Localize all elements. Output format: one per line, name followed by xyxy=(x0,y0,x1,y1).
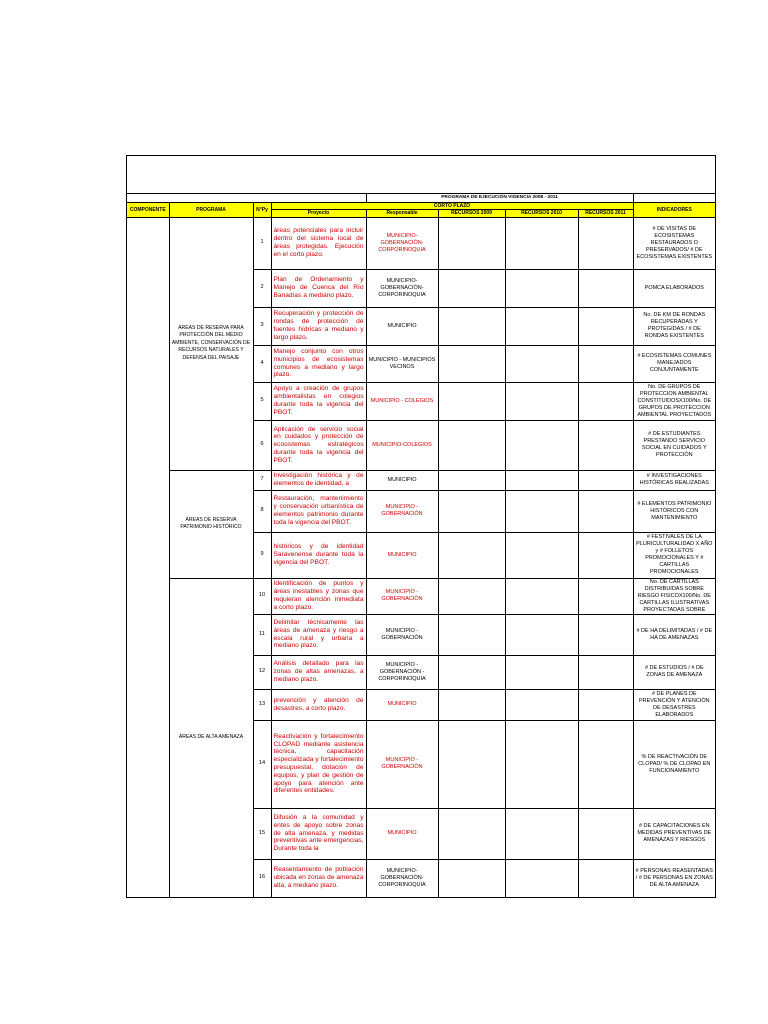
responsable-cell: MUNICIPIO - GOBERNACIÓN xyxy=(366,578,438,614)
responsable-cell: MUNICIPIO xyxy=(366,470,438,490)
indicador-cell: % DE REACTIVACIÓN DE CLOPAD/ % DE CLOPAD EN FUNCIONAMIENTO xyxy=(633,720,715,808)
recursos-2009-cell xyxy=(438,532,505,578)
col-recursos-2009: RECURSOS 2009 xyxy=(438,209,505,217)
recursos-2010-cell xyxy=(505,420,578,470)
proyecto-cell: Recuperación y protección de rondas de protección de fuentes hídricas a mediano y largo plazo. xyxy=(271,307,366,345)
responsable-cell: MUNICIPIO-GOBERNACIÓN-CORPORINOQUIA xyxy=(366,217,438,269)
recursos-2009-cell xyxy=(438,382,505,420)
table-row xyxy=(127,217,715,269)
recursos-2009-cell xyxy=(438,808,505,859)
indicador-cell: # DE CAPACITACIONES EN MEDIDAS PREVENTIVAS DE AMENAZAS Y RIESGOS xyxy=(633,808,715,859)
recursos-2011-cell xyxy=(578,420,633,470)
recursos-2010-cell xyxy=(505,382,578,420)
col-recursos-2011: RECURSOS 2011 xyxy=(578,209,633,217)
indicador-cell: # DE VISITAS DE ECOSISTEMAS RESTAURADOS O PRESERVADOS/ # DE ECOSISTEMAS EXISTENTES xyxy=(633,217,715,269)
indicador-cell: # DE ESTUDIOS / # DE ZONAS DE AMENAZA xyxy=(633,655,715,689)
proyecto-cell: históricos y de identidad Saravenense durante toda la vigencia del PBOT. xyxy=(271,532,366,578)
proyecto-cell: Aplicación de servicio social en cuidados y protección de ecosistemas estratégicos durante toda la vigencia del PBOT. xyxy=(271,420,366,470)
recursos-2009-cell xyxy=(438,614,505,655)
corto-plazo-header: CORTO PLAZO xyxy=(271,202,633,209)
programa-cell: ÁREAS DE ALTA AMENAZA xyxy=(169,578,253,897)
recursos-2009-cell xyxy=(438,655,505,689)
col-npy: N°Py xyxy=(253,202,271,217)
recursos-2009-cell xyxy=(438,578,505,614)
recursos-2011-cell xyxy=(578,689,633,720)
proyecto-cell: Restauración, mantenimiento y conservación urbanística de elementos patrimonio durante toda la vigencia del PBOT. xyxy=(271,490,366,532)
responsable-cell: MUNICIPIO - GOBERNACIÓN xyxy=(366,720,438,808)
recursos-2010-cell xyxy=(505,532,578,578)
recursos-2010-cell xyxy=(505,269,578,307)
proyecto-cell: Plan de Ordenamiento y Manejo de Cuenca del Río Banadías a mediano plazo. xyxy=(271,269,366,307)
row-number: 15 xyxy=(253,808,271,859)
proyecto-cell: prevención y atención de desastres, a corto plazo. xyxy=(271,689,366,720)
title-box xyxy=(127,156,715,194)
proyecto-cell: Reasentamiento de población ubicada en zonas de amenaza alta, a mediano plazo. xyxy=(271,859,366,897)
recursos-2011-cell xyxy=(578,614,633,655)
indicador-cell: No. DE CARTILLAS DISTRIBUIDAS SOBRE RIESGO FISICOX100/No. DE CARTILLAS ILUSTRATIVAS PROYECTADAS SOBRE xyxy=(633,578,715,614)
indicador-cell: # DE PLANES DE PREVENCIÓN Y ATENCIÓN DE DESASTRES ELABORADOS xyxy=(633,689,715,720)
proyecto-cell: Identificación de puntos y áreas inestables y zonas que requieran atención inmediata a corto plazo. xyxy=(271,578,366,614)
proyecto-cell: Investigación histórica y de elementos de identidad, a xyxy=(271,470,366,490)
responsable-cell: MUNICIPIO - GOBERNACIÓN - CORPORINOQUIA xyxy=(366,655,438,689)
col-programa: PROGRAMA xyxy=(169,202,253,217)
indicador-cell: # INVESTIGACIONES HISTÓRICAS REALIZADAS xyxy=(633,470,715,490)
recursos-2010-cell xyxy=(505,578,578,614)
responsable-cell: MUNICIPIO xyxy=(366,307,438,345)
col-indicadores: INDICADORES xyxy=(633,202,715,217)
recursos-2011-cell xyxy=(578,490,633,532)
componente-cell xyxy=(127,217,169,897)
row-number: 16 xyxy=(253,859,271,897)
recursos-2009-cell xyxy=(438,490,505,532)
responsable-cell: MUNICIPIO xyxy=(366,532,438,578)
recursos-2011-cell xyxy=(578,470,633,490)
recursos-2011-cell xyxy=(578,307,633,345)
row-number: 14 xyxy=(253,720,271,808)
row-number: 13 xyxy=(253,689,271,720)
proyecto-cell: Análisis detallado para las zonas de altas amenazas, a mediano plazo. xyxy=(271,655,366,689)
responsable-cell: MUNICIPIO - GOBERNACIÓN xyxy=(366,490,438,532)
recursos-2011-cell xyxy=(578,720,633,808)
recursos-2011-cell xyxy=(578,532,633,578)
row-number: 2 xyxy=(253,269,271,307)
row-number: 9 xyxy=(253,532,271,578)
responsable-cell: MUNICIPIO xyxy=(366,808,438,859)
recursos-2010-cell xyxy=(505,808,578,859)
col-componente: COMPONENTE xyxy=(127,202,169,217)
programa-cell: ÁREAS DE RESERVA PATRIMONIO HISTÓRICO xyxy=(169,470,253,578)
programa-cell: ÁREAS DE RESERVA PARA PROTECCIÓN DEL MEDIO AMBIENTE, CONSERVACIÓN DE RECURSOS NATURALES Y DEFENSA DEL PAISAJE xyxy=(169,217,253,470)
recursos-2010-cell xyxy=(505,307,578,345)
responsable-cell: MUNICIPIO - MUNICIPIOS VECINOS xyxy=(366,345,438,382)
table-row xyxy=(127,470,715,490)
recursos-2009-cell xyxy=(438,217,505,269)
col-responsable: Responsable xyxy=(366,209,438,217)
row-number: 6 xyxy=(253,420,271,470)
indicador-cell: # DE ESTUDIANTES PRESTANDO SERVICIO SOCIAL EN CUIDADOS Y PROTECCIÓN xyxy=(633,420,715,470)
recursos-2010-cell xyxy=(505,720,578,808)
responsable-cell: MUNICIPIO-GOBERNACIÓN-CORPORINOQUIA xyxy=(366,269,438,307)
recursos-2011-cell xyxy=(578,345,633,382)
recursos-2010-cell xyxy=(505,470,578,490)
row-number: 8 xyxy=(253,490,271,532)
recursos-2011-cell xyxy=(578,269,633,307)
table-row xyxy=(127,578,715,614)
indicador-cell: POMCA ELABORADOS xyxy=(633,269,715,307)
row-number: 7 xyxy=(253,470,271,490)
recursos-2010-cell xyxy=(505,345,578,382)
indicador-cell: No. DE GRUPOS DE PROTECCION AMBIENTAL CONSTITUIDOSX100/No. DE GRUPOS DE PROTECCION AMBIENTAL PROYECTADOS xyxy=(633,382,715,420)
row-number: 5 xyxy=(253,382,271,420)
execution-table xyxy=(127,194,715,898)
indicador-cell: # ECOSISTEMAS COMUNES MANEJADOS CONJUNTAMENTE xyxy=(633,345,715,382)
recursos-2010-cell xyxy=(505,217,578,269)
responsable-cell: MUNICIPIO - GOBERNACIÓN xyxy=(366,614,438,655)
indicador-cell: No. DE KM DE RONDAS RECUPERADAS Y PROTEGIDAS / # DE RONDAS EXISTENTES xyxy=(633,307,715,345)
recursos-2010-cell xyxy=(505,859,578,897)
indicador-cell: # ELEMENTOS PATRIMONIO HISTÓRICOS CON MANTENIMIENTO xyxy=(633,490,715,532)
indicador-cell: # FESTIVALES DE LA PLURICULTURALIDAD X AÑO y # FOLLETOS PROMOCIONALES Y # CARTILLAS PROMOCIONALES xyxy=(633,532,715,578)
proyecto-cell: Difusión a la comunidad y entes de apoyo sobre zonas de alta amenaza, y medidas preventivas ante emergencias, Durante toda la xyxy=(271,808,366,859)
responsable-cell: MUNICIPIO - COLEGIOS xyxy=(366,382,438,420)
planning-sheet xyxy=(126,155,716,898)
responsable-cell: MUNICIPIO xyxy=(366,689,438,720)
recursos-2010-cell xyxy=(505,490,578,532)
row-number: 1 xyxy=(253,217,271,269)
responsable-cell: MUNICIPIO-GOBERNACIÓN-CORPORINOQUIA xyxy=(366,859,438,897)
recursos-2009-cell xyxy=(438,859,505,897)
recursos-2009-cell xyxy=(438,345,505,382)
programa-title: PROGRAMA DE EJECUCIÓN VIGENCIA 2008 - 2011 xyxy=(366,194,633,202)
recursos-2009-cell xyxy=(438,269,505,307)
proyecto-cell: Reactivación y fortalecimiento CLOPAD mediante asistencia técnica, capacitación especializada y fortalecimiento presupuestal, dotación de equipos, y plan de gestión de apoyo para atención ante diferentes entidades. xyxy=(271,720,366,808)
row-number: 10 xyxy=(253,578,271,614)
recursos-2010-cell xyxy=(505,655,578,689)
row-number: 11 xyxy=(253,614,271,655)
recursos-2009-cell xyxy=(438,307,505,345)
recursos-2011-cell xyxy=(578,217,633,269)
recursos-2009-cell xyxy=(438,720,505,808)
proyecto-cell: Delimitar técnicamente las áreas de amenaza y riesgo a escala rural y urbana a mediano plazo. xyxy=(271,614,366,655)
row-number: 12 xyxy=(253,655,271,689)
proyecto-cell: Manejo conjunto con otros municipios de ecosistemas comunes a mediano y largo plazo. xyxy=(271,345,366,382)
recursos-2011-cell xyxy=(578,808,633,859)
row-number: 4 xyxy=(253,345,271,382)
responsable-cell: MUNICIPIO-COLEGIOS xyxy=(366,420,438,470)
recursos-2009-cell xyxy=(438,420,505,470)
col-recursos-2010: RECURSOS 2010 xyxy=(505,209,578,217)
proyecto-cell: áreas potenciales para incluir dentro del sistema local de áreas protegidas. Ejecución en el corto plazo. xyxy=(271,217,366,269)
recursos-2011-cell xyxy=(578,655,633,689)
row-number: 3 xyxy=(253,307,271,345)
indicador-cell: # DE HA DELIMITADAS / # DE HA DE AMENAZAS xyxy=(633,614,715,655)
recursos-2010-cell xyxy=(505,689,578,720)
recursos-2009-cell xyxy=(438,689,505,720)
recursos-2011-cell xyxy=(578,859,633,897)
recursos-2011-cell xyxy=(578,578,633,614)
recursos-2011-cell xyxy=(578,382,633,420)
recursos-2009-cell xyxy=(438,470,505,490)
col-proyecto: Proyecto xyxy=(271,209,366,217)
indicador-cell: # PERSONAS REASENTADAS / # DE PERSONAS EN ZONAS DE ALTA AMENAZA xyxy=(633,859,715,897)
recursos-2010-cell xyxy=(505,614,578,655)
proyecto-cell: Apoyo a creación de grupos ambientalistas en colegios durante toda la vigencia del PBOT. xyxy=(271,382,366,420)
